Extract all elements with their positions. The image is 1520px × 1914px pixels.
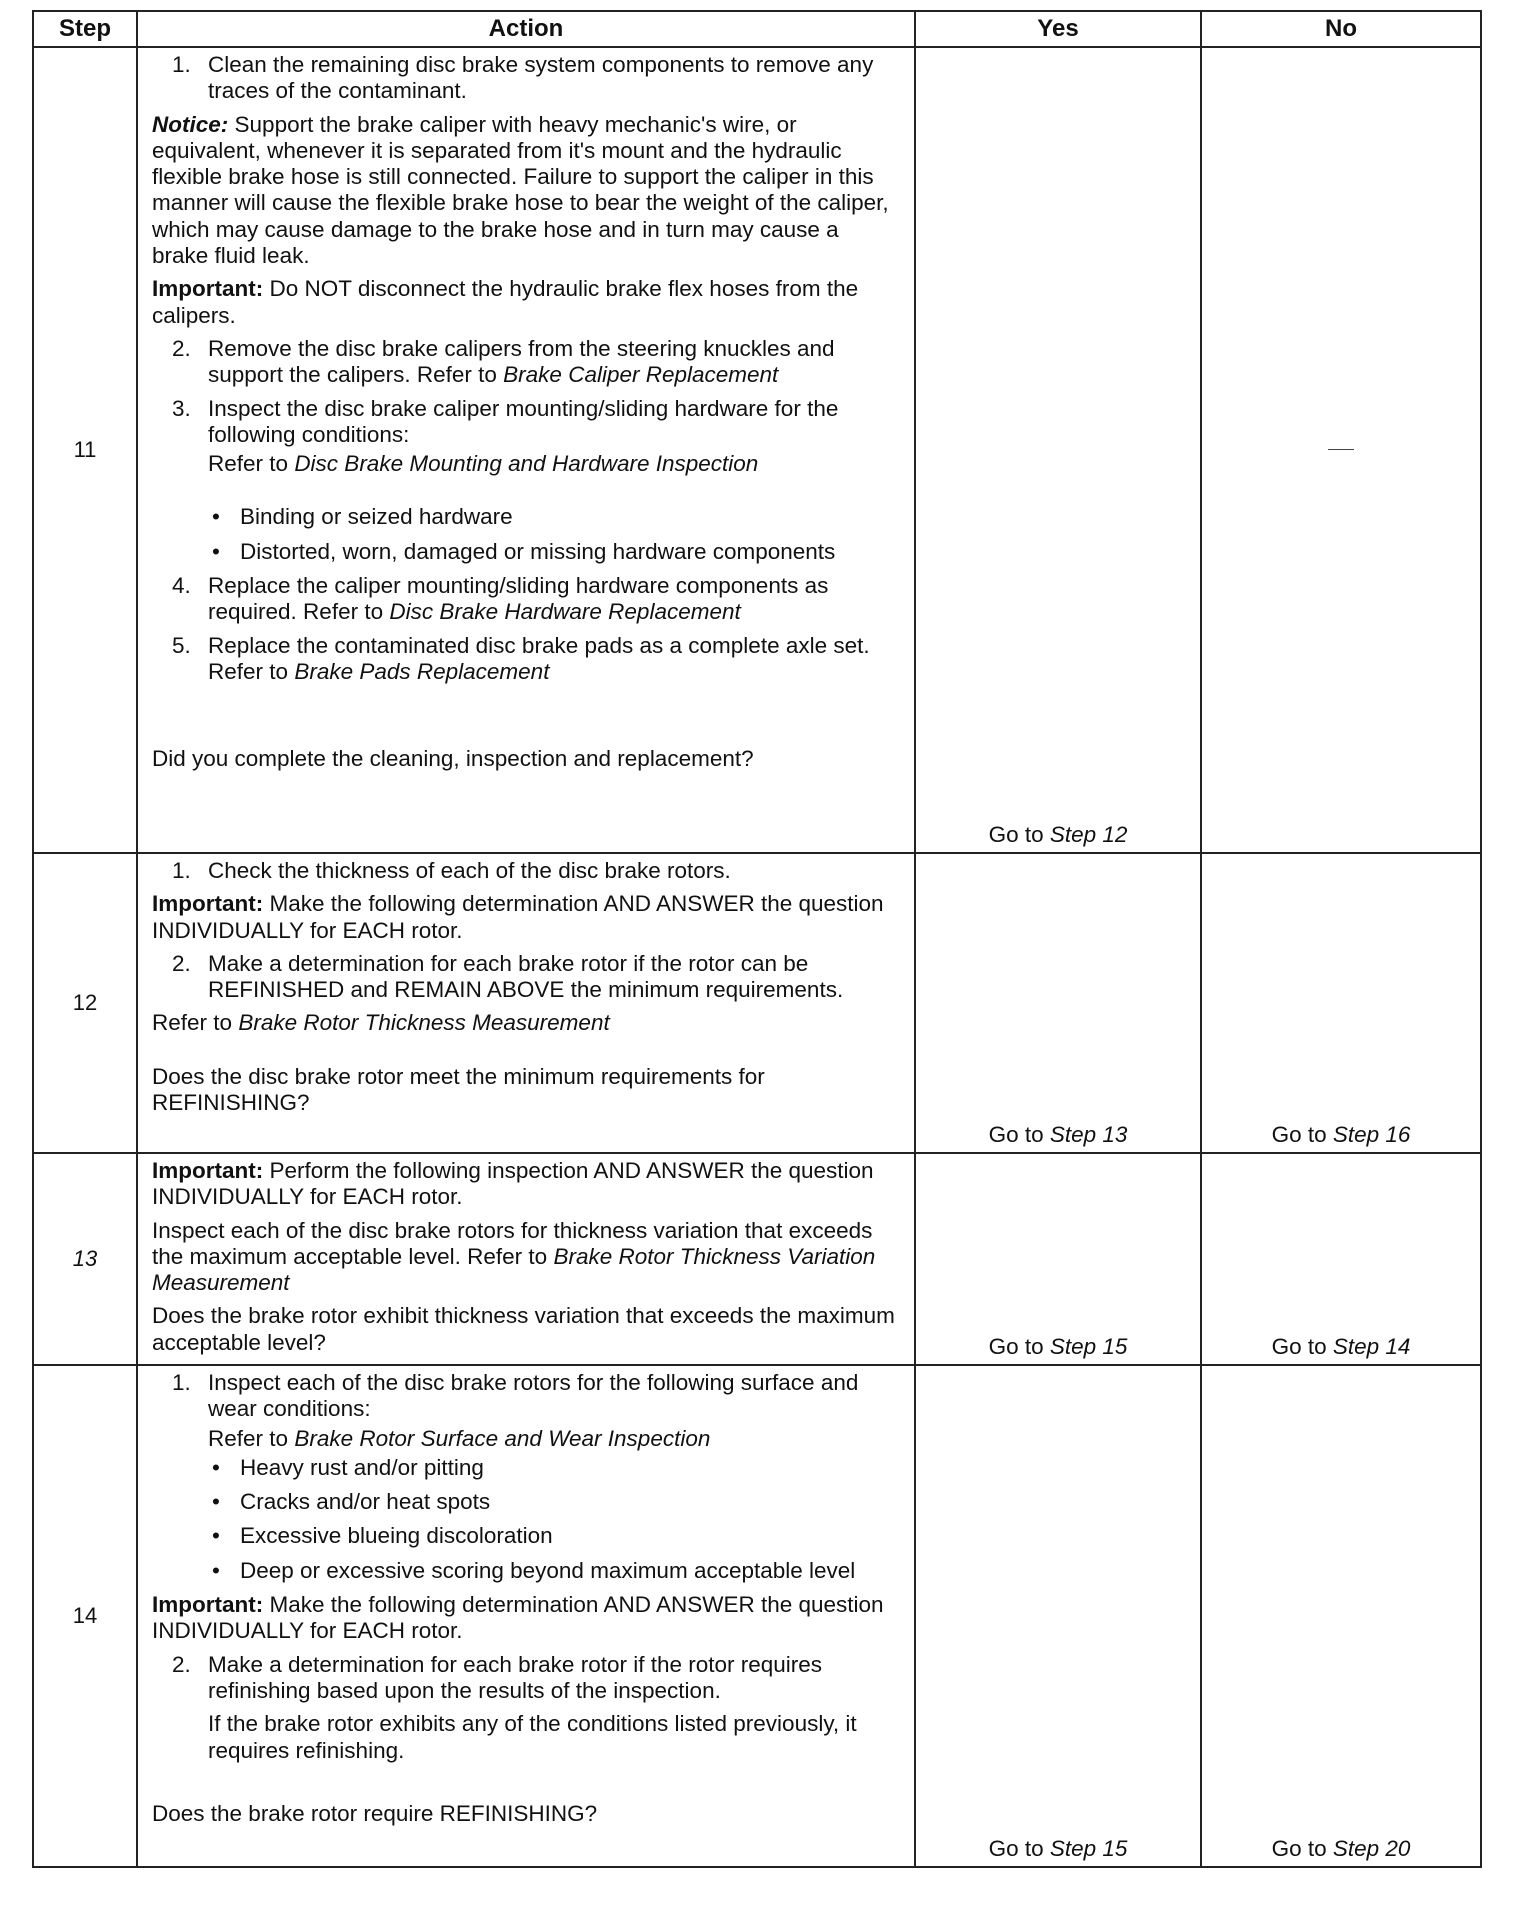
important-paragraph: Important: Make the following determination AND ANSWER the question INDIVIDUALLY for EACH rotor. — [152, 1592, 884, 1644]
no-answer-empty — [1201, 47, 1481, 853]
numbered-item: 2. Make a determination for each brake rotor if the rotor can be REFINISHED and REMAIN ABOVE the minimum requirements. — [172, 950, 844, 1003]
action-cell — [137, 1365, 915, 1867]
reference-link: Brake Rotor Thickness Measurement — [238, 1010, 610, 1036]
numbered-item: 2. Remove the disc brake calipers from the steering knuckles and support the calipers. Refer to Brake Caliper Replacement — [172, 335, 835, 388]
header-step: Step — [33, 11, 137, 47]
reference-link: Brake Pads Replacement — [294, 658, 550, 684]
bullet-item: • Binding or seized hardware — [212, 504, 513, 530]
important-paragraph: Important: Perform the following inspection AND ANSWER the question INDIVIDUALLY for EACH rotor. — [152, 1158, 874, 1210]
refer-line: Refer to Brake Rotor Thickness Measurement — [152, 1010, 610, 1036]
question-text: Does the brake rotor require REFINISHING? — [152, 1800, 598, 1826]
question-text: Does the brake rotor exhibit thickness variation that exceeds the maximum acceptable level? — [152, 1303, 895, 1355]
step-number: 13 — [33, 1153, 137, 1365]
notice-paragraph: Notice: Support the brake caliper with heavy mechanic's wire, or equivalent, whenever it is separated from it's mount and the hydraulic flexible brake hose is still connected. Failure to support the caliper in this manner will cause the flexible brake hose to bear the weight of the caliper, which may cause damage to the brake hose and in turn may cause a brake fluid leak. — [152, 111, 889, 269]
reference-link: Brake Caliper Replacement — [503, 362, 779, 388]
question-text: Does the disc brake rotor meet the minimum requirements for REFINISHING? — [152, 1063, 765, 1116]
reference-link: Disc Brake Hardware Replacement — [389, 599, 741, 625]
question-text: Did you complete the cleaning, inspection and replacement? — [152, 746, 754, 772]
reference-link: Brake Rotor Surface and Wear Inspection — [294, 1425, 711, 1451]
refer-line: Refer to Brake Rotor Surface and Wear Inspection — [208, 1425, 711, 1451]
note-line: If the brake rotor exhibits any of the conditions listed previously, it requires refinishing. — [208, 1711, 857, 1763]
table-header-row — [33, 11, 1481, 47]
table-row-step-13 — [33, 1153, 1481, 1365]
bullet-item: • Heavy rust and/or pitting — [212, 1454, 484, 1480]
bullet-item: • Deep or excessive scoring beyond maximum acceptable level — [212, 1557, 856, 1583]
no-answer: Go to Step 14 — [1201, 1153, 1481, 1365]
yes-answer: Go to Step 15 — [915, 1153, 1201, 1365]
bullet-item: • Excessive blueing discoloration — [212, 1523, 553, 1549]
action-cell — [137, 853, 915, 1153]
table-row-step-14 — [33, 1365, 1481, 1867]
diagnostic-table — [32, 10, 1482, 1868]
numbered-item: 1. Inspect each of the disc brake rotors for the following surface and wear conditions: — [172, 1370, 859, 1422]
inspect-paragraph: Inspect each of the disc brake rotors for thickness variation that exceeds the maximum acceptable level. Refer to Brake Rotor Thickness Variation Measurement — [152, 1217, 876, 1296]
important-paragraph: Important: Make the following determination AND ANSWER the question INDIVIDUALLY for EACH rotor. — [152, 891, 884, 943]
yes-answer: Go to Step 15 — [915, 1365, 1201, 1867]
numbered-item: 4. Replace the caliper mounting/sliding hardware components as required. Refer to Disc Brake Hardware Replacement — [172, 573, 829, 625]
numbered-item: 5. Replace the contaminated disc brake pads as a complete axle set. Refer to Brake Pads Replacement — [172, 632, 870, 684]
refer-line: Refer to Disc Brake Mounting and Hardware Inspection — [208, 451, 759, 477]
table-row-step-11 — [33, 47, 1481, 853]
bullet-item: • Cracks and/or heat spots — [212, 1489, 491, 1515]
numbered-item: 1. Check the thickness of each of the disc brake rotors. — [172, 858, 731, 883]
table-row-step-12 — [33, 853, 1481, 1153]
header-yes: Yes — [915, 11, 1201, 47]
dash-mark — [1328, 449, 1354, 450]
header-no: No — [1201, 11, 1481, 47]
step-number: 14 — [33, 1365, 137, 1867]
step-number: 11 — [33, 47, 137, 853]
action-cell — [137, 47, 915, 853]
bullet-item: • Distorted, worn, damaged or missing hardware components — [212, 538, 836, 564]
step-number: 12 — [33, 853, 137, 1153]
yes-answer: Go to Step 12 — [915, 47, 1201, 853]
header-action: Action — [137, 11, 915, 47]
numbered-item: 2. Make a determination for each brake rotor if the rotor requires refinishing based upon the results of the inspection. — [172, 1651, 823, 1703]
numbered-item: 1. Clean the remaining disc brake system components to remove any traces of the contaminant. — [172, 52, 874, 104]
diagnostic-table-page — [32, 10, 1480, 1868]
no-answer: Go to Step 16 — [1201, 853, 1481, 1153]
important-paragraph: Important: Do NOT disconnect the hydraulic brake flex hoses from the calipers. — [152, 276, 859, 328]
reference-link: Disc Brake Mounting and Hardware Inspection — [294, 451, 759, 477]
reference-link: Brake Rotor Thickness Variation Measurement — [152, 1243, 876, 1296]
no-answer: Go to Step 20 — [1201, 1365, 1481, 1867]
numbered-item: 3. Inspect the disc brake caliper mounting/sliding hardware for the following conditions: — [172, 395, 839, 447]
action-cell — [137, 1153, 915, 1365]
yes-answer: Go to Step 13 — [915, 853, 1201, 1153]
